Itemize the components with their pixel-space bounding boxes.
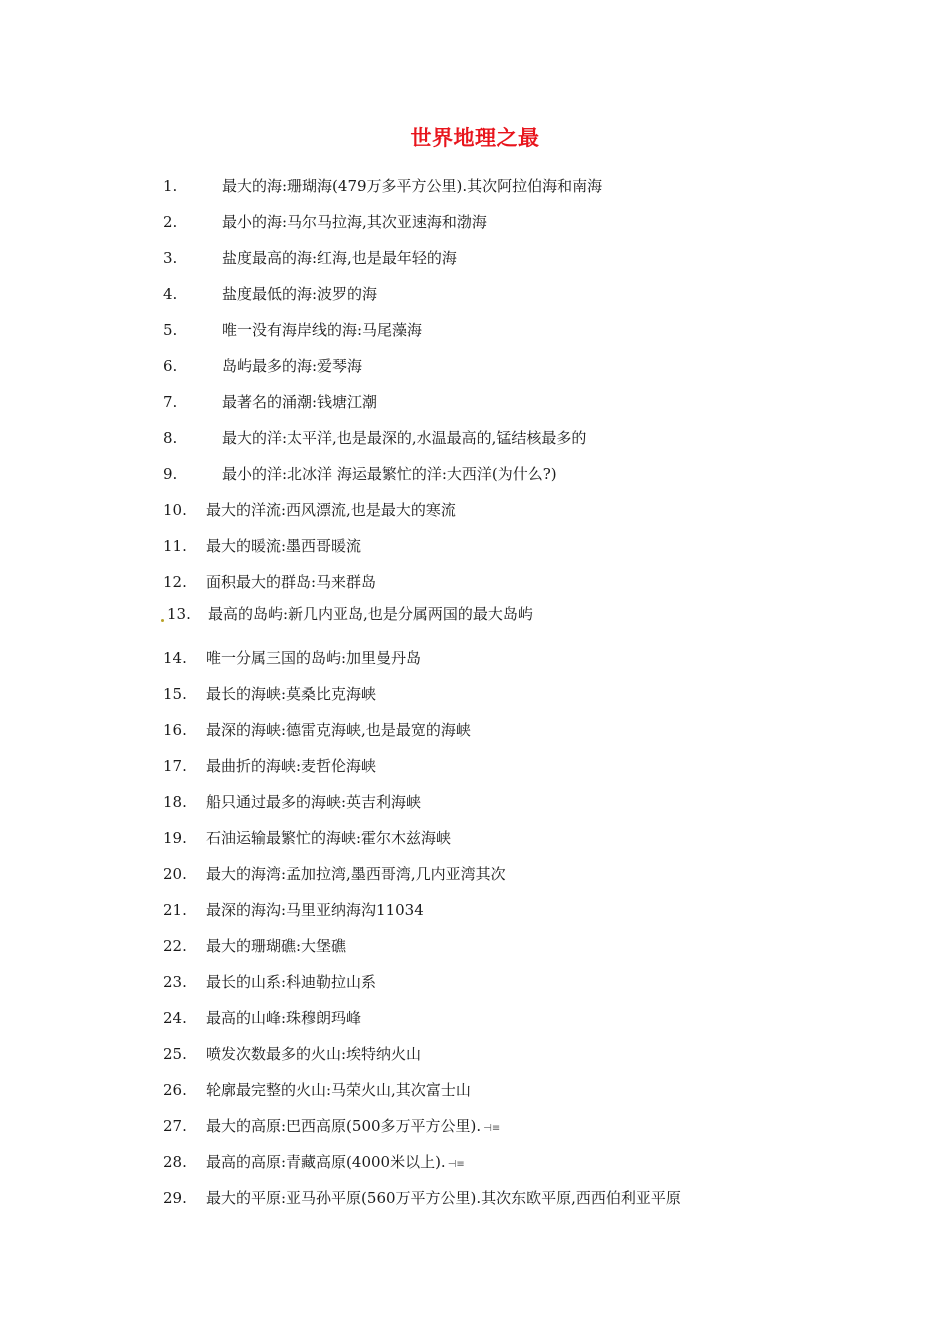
margin-mark: ⊣≡	[483, 1123, 501, 1134]
list-item	[0, 279, 950, 315]
list-item	[0, 603, 950, 643]
list-item	[0, 207, 950, 243]
list-item	[0, 931, 950, 967]
list-item	[0, 567, 950, 603]
item-number: 3.	[163, 249, 178, 267]
item-text: 最大的珊瑚礁:大堡礁	[206, 937, 347, 955]
item-text-content: 最大的高原:巴西高原(500多万平方公里).	[206, 1117, 482, 1135]
list-item	[0, 967, 950, 1003]
item-number: 15.	[163, 685, 187, 703]
item-text: 最大的暖流:墨西哥暖流	[206, 537, 362, 555]
list-item	[0, 679, 950, 715]
list-item	[0, 1039, 950, 1075]
item-text: 最大的海湾:孟加拉湾,墨西哥湾,几内亚湾其次	[206, 865, 506, 883]
item-number: 19.	[163, 829, 187, 847]
item-number: 26.	[163, 1081, 187, 1099]
item-text: 最小的海:马尔马拉海,其次亚速海和渤海	[222, 213, 487, 231]
list-item	[0, 1183, 950, 1219]
list-item	[0, 787, 950, 823]
item-text: 最大的洋:太平洋,也是最深的,水温最高的,锰结核最多的	[222, 429, 587, 447]
item-number: 27.	[163, 1117, 187, 1135]
item-text: 唯一分属三国的岛屿:加里曼丹岛	[206, 649, 422, 667]
list-item	[0, 315, 950, 351]
stray-dot-mark	[161, 619, 164, 622]
item-number: 13.	[167, 605, 191, 623]
list-item	[0, 1075, 950, 1111]
list-item	[0, 1003, 950, 1039]
item-number: 4.	[163, 285, 178, 303]
item-number: 8.	[163, 429, 178, 447]
item-text: 最高的山峰:珠穆朗玛峰	[206, 1009, 362, 1027]
item-number: 11.	[163, 537, 187, 555]
item-number: 18.	[163, 793, 187, 811]
list-item	[0, 423, 950, 459]
list-item	[0, 1111, 950, 1147]
item-text-content: 最高的高原:青藏高原(4000米以上).	[206, 1153, 446, 1171]
list-item	[0, 459, 950, 495]
item-text: 最小的洋:北冰洋 海运最繁忙的洋:大西洋(为什么?)	[222, 465, 557, 483]
item-number: 7.	[163, 393, 178, 411]
list-item	[0, 715, 950, 751]
list-item	[0, 751, 950, 787]
list-item	[0, 243, 950, 279]
item-text: 最大的海:珊瑚海(479万多平方公里).其次阿拉伯海和南海	[222, 177, 603, 195]
list-item	[0, 495, 950, 531]
list-item	[0, 351, 950, 387]
item-number: 9.	[163, 465, 178, 483]
item-text: 盐度最高的海:红海,也是最年轻的海	[222, 249, 457, 267]
item-number: 25.	[163, 1045, 187, 1063]
item-text: 最深的海沟:马里亚纳海沟11034	[206, 901, 424, 919]
list-item	[0, 643, 950, 679]
item-number: 1.	[163, 177, 178, 195]
item-number: 14.	[163, 649, 187, 667]
item-text: 最长的海峡:莫桑比克海峡	[206, 685, 377, 703]
item-text: 石油运输最繁忙的海峡:霍尔木兹海峡	[206, 829, 452, 847]
item-text: 岛屿最多的海:爱琴海	[222, 357, 363, 375]
item-number: 20.	[163, 865, 187, 883]
item-number: 29.	[163, 1189, 187, 1207]
item-text: 最著名的涌潮:钱塘江潮	[222, 393, 378, 411]
item-number: 22.	[163, 937, 187, 955]
item-number: 28.	[163, 1153, 187, 1171]
item-text: 最大的洋流:西风漂流,也是最大的寒流	[206, 501, 456, 519]
list-item	[0, 895, 950, 931]
item-number: 5.	[163, 321, 178, 339]
item-number: 21.	[163, 901, 187, 919]
item-text: 盐度最低的海:波罗的海	[222, 285, 378, 303]
list-item	[0, 387, 950, 423]
list-item	[0, 531, 950, 567]
item-text: 船只通过最多的海峡:英吉利海峡	[206, 793, 422, 811]
list-item	[0, 171, 950, 207]
item-number: 12.	[163, 573, 187, 591]
item-text: 唯一没有海岸线的海:马尾藻海	[222, 321, 423, 339]
item-text: 最曲折的海峡:麦哲伦海峡	[206, 757, 377, 775]
list-item	[0, 823, 950, 859]
item-text: 最高的岛屿:新几内亚岛,也是分属两国的最大岛屿	[208, 605, 533, 623]
item-text: 最深的海峡:德雷克海峡,也是最宽的海峡	[206, 721, 471, 739]
item-number: 16.	[163, 721, 187, 739]
fact-list	[0, 171, 950, 1219]
item-number: 23.	[163, 973, 187, 991]
item-number: 2.	[163, 213, 178, 231]
item-text: 喷发次数最多的火山:埃特纳火山	[206, 1045, 422, 1063]
item-text	[206, 1147, 465, 1180]
list-item	[0, 1147, 950, 1183]
item-number: 24.	[163, 1009, 187, 1027]
margin-mark: ⊣≡	[447, 1159, 465, 1170]
item-number: 10.	[163, 501, 187, 519]
item-number: 17.	[163, 757, 187, 775]
document-title: 世界地理之最	[410, 126, 540, 150]
list-item	[0, 859, 950, 895]
item-text: 最大的平原:亚马孙平原(560万平方公里).其次东欧平原,西西伯利亚平原	[206, 1189, 681, 1207]
item-text: 轮廓最完整的火山:马荣火山,其次富士山	[206, 1081, 471, 1099]
item-text: 面积最大的群岛:马来群岛	[206, 573, 377, 591]
item-text: 最长的山系:科迪勒拉山系	[206, 973, 377, 991]
item-text	[206, 1111, 500, 1144]
item-number: 6.	[163, 357, 178, 375]
